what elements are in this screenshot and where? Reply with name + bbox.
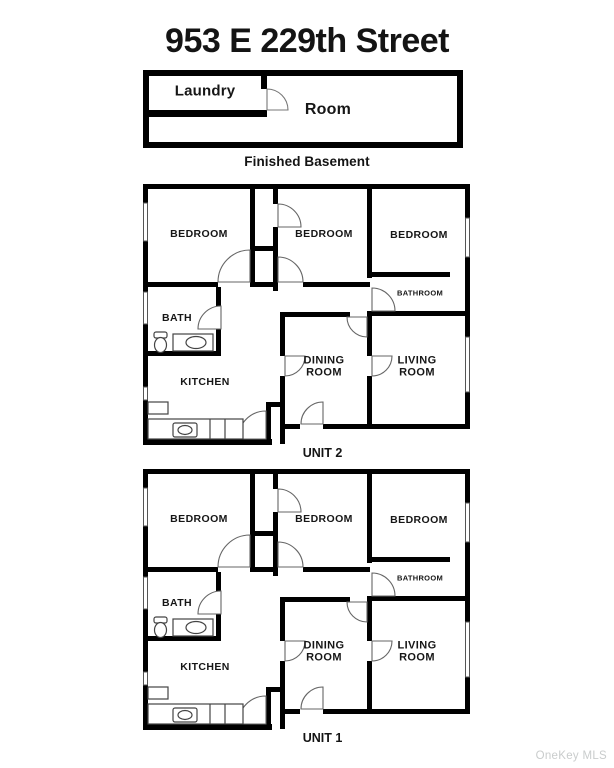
unit-2-drawing-host — [143, 184, 470, 445]
bedroom-center-label: BEDROOM — [295, 513, 353, 525]
sink-icon — [173, 334, 213, 351]
walls — [143, 469, 470, 730]
basement-caption: Finished Basement — [244, 154, 370, 169]
watermark: OneKey MLS — [535, 750, 607, 762]
living-room-label: LIVING ROOM — [397, 639, 437, 664]
toilet-icon — [154, 617, 167, 638]
unit-2-caption: UNIT 2 — [302, 446, 343, 460]
kitchen-label: KITCHEN — [180, 661, 230, 673]
bedroom-left-label: BEDROOM — [170, 228, 228, 240]
kitchen-counter-icon — [148, 402, 243, 439]
bath-label: BATH — [162, 597, 192, 609]
unit-1-caption: UNIT 1 — [302, 731, 343, 745]
unit-1-floorplan — [143, 469, 470, 745]
unit-1-drawing-host — [143, 469, 470, 730]
bedroom-center-label: BEDROOM — [295, 228, 353, 240]
bathroom-label: BATHROOM — [396, 288, 444, 298]
sink-icon — [173, 619, 213, 636]
basement-floorplan — [143, 70, 463, 148]
bath-label: BATH — [162, 312, 192, 324]
bathroom-label: BATHROOM — [396, 573, 444, 583]
unit-2-floorplan — [143, 184, 470, 460]
bedroom-left-label: BEDROOM — [170, 513, 228, 525]
dining-room-label: DINING ROOM — [303, 639, 345, 664]
room-label: Room — [304, 101, 352, 118]
kitchen-counter-icon — [148, 687, 243, 724]
living-room-label: LIVING ROOM — [397, 354, 437, 379]
bedroom-right-label: BEDROOM — [390, 229, 448, 241]
kitchen-label: KITCHEN — [180, 376, 230, 388]
unit-floorplan-drawing — [143, 469, 470, 730]
dining-room-label: DINING ROOM — [303, 354, 345, 379]
toilet-icon — [154, 332, 167, 353]
unit-floorplan-drawing — [143, 184, 470, 445]
walls — [143, 184, 470, 445]
page-title: 953 E 229th Street — [165, 22, 449, 60]
laundry-label: Laundry — [174, 82, 236, 100]
bedroom-right-label: BEDROOM — [390, 514, 448, 526]
door-arc-icons — [267, 89, 288, 110]
